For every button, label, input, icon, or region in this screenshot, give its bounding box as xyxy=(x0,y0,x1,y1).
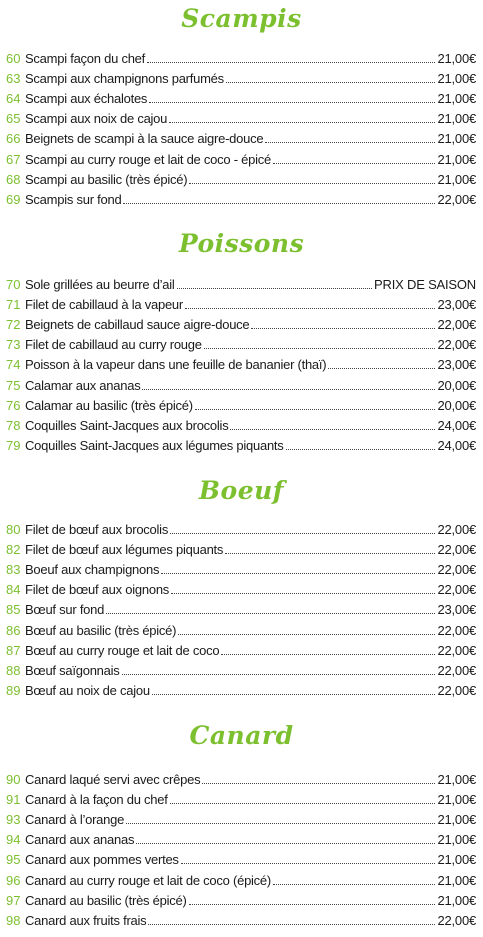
item-name: Beignets de scampi à la sauce aigre-douce xyxy=(25,131,264,147)
item-name: Bœuf saïgonnais xyxy=(25,662,120,678)
item-number: 68 xyxy=(6,171,21,187)
menu-item-row xyxy=(6,109,476,129)
item-number: 85 xyxy=(6,602,21,618)
dot-leader xyxy=(161,560,435,574)
item-number: 94 xyxy=(6,832,21,848)
item-number: 67 xyxy=(6,151,21,167)
dot-leader xyxy=(189,891,436,905)
item-price: 22,00€ xyxy=(437,682,476,698)
item-price: 21,00€ xyxy=(437,832,476,848)
menu-item-row xyxy=(6,396,476,416)
dot-leader xyxy=(170,790,436,804)
menu-item-row xyxy=(6,335,476,355)
section-title-canard: Canard xyxy=(189,721,294,750)
item-name: Filet de bœuf aux brocolis xyxy=(25,522,169,537)
item-name: Canard aux ananas xyxy=(25,832,135,848)
item-price: 21,00€ xyxy=(437,852,476,868)
item-price: 23,00€ xyxy=(437,357,476,373)
item-price: 22,00€ xyxy=(437,317,476,333)
item-name: Canard aux fruits frais xyxy=(25,912,147,928)
dot-leader xyxy=(126,810,435,824)
item-name: Canard laqué servi avec crêpes xyxy=(25,772,201,787)
menu-item-row xyxy=(6,871,476,891)
menu-item-row xyxy=(6,540,476,560)
section-title-boeuf: Boeuf xyxy=(198,476,285,505)
item-name: Calamar au basilic (très épicé) xyxy=(25,397,193,413)
item-name: Scampis sur fond xyxy=(25,191,122,207)
item-name: Bœuf sur fond xyxy=(25,602,105,618)
menu-item-row xyxy=(6,275,476,295)
dot-leader xyxy=(178,621,435,635)
menu-item-row xyxy=(6,190,476,210)
dot-leader xyxy=(251,315,435,329)
item-name: Filet de bœuf aux légumes piquants xyxy=(25,542,224,558)
dot-leader xyxy=(171,580,435,594)
menu-item-row xyxy=(6,830,476,850)
item-name: Scampi aux échalotes xyxy=(25,91,148,107)
item-number: 73 xyxy=(6,337,21,353)
item-name: Boeuf aux champignons xyxy=(25,562,160,578)
dot-leader xyxy=(328,355,435,369)
item-price: 21,00€ xyxy=(437,91,476,107)
dot-leader xyxy=(106,600,435,614)
item-price: 24,00€ xyxy=(437,437,476,453)
item-name: Sole grillées au beurre d’ail xyxy=(25,277,175,292)
menu-item-row xyxy=(6,810,476,830)
item-price: 22,00€ xyxy=(437,522,476,537)
dot-leader xyxy=(149,89,435,103)
item-number: 86 xyxy=(6,622,21,638)
item-price: 21,00€ xyxy=(437,872,476,888)
item-name: Scampi aux noix de cajou xyxy=(25,111,168,127)
dot-leader xyxy=(148,911,435,925)
menu-item-row xyxy=(6,520,476,540)
item-name: Filet de cabillaud au curry rouge xyxy=(25,337,202,353)
item-name: Scampi façon du chef xyxy=(25,51,146,66)
item-price: 21,00€ xyxy=(437,151,476,167)
menu-item-row xyxy=(6,600,476,620)
dot-leader xyxy=(185,295,435,309)
item-price: 21,00€ xyxy=(437,131,476,147)
item-price: 22,00€ xyxy=(437,582,476,598)
item-name: Beignets de cabillaud sauce aigre-douce xyxy=(25,317,250,333)
menu-item-row xyxy=(6,416,476,436)
dot-leader xyxy=(169,109,435,123)
dot-leader xyxy=(189,170,435,184)
item-number: 89 xyxy=(6,682,21,698)
menu-item-row xyxy=(6,850,476,870)
item-name: Bœuf au basilic (très épicé) xyxy=(25,622,177,638)
item-price: 21,00€ xyxy=(437,51,476,66)
item-number: 78 xyxy=(6,417,21,433)
menu-item-row xyxy=(6,69,476,89)
dot-leader xyxy=(177,275,372,289)
item-name: Canard au basilic (très épicé) xyxy=(25,892,187,908)
menu-item-row xyxy=(6,376,476,396)
item-price: 24,00€ xyxy=(437,417,476,433)
item-number: 82 xyxy=(6,542,21,558)
menu-item-row xyxy=(6,560,476,580)
menu-item-row xyxy=(6,790,476,810)
menu-item-row xyxy=(6,355,476,375)
item-name: Canard aux pommes vertes xyxy=(25,852,179,868)
section-title-poissons: Poissons xyxy=(178,229,305,258)
item-number: 76 xyxy=(6,397,21,413)
item-name: Bœuf au curry rouge et lait de coco xyxy=(25,642,220,658)
item-price: 22,00€ xyxy=(437,337,476,353)
menu-item-row xyxy=(6,681,476,701)
item-number: 70 xyxy=(6,277,21,292)
dot-leader xyxy=(226,69,436,83)
item-name: Bœuf au noix de cajou xyxy=(25,682,150,698)
item-number: 83 xyxy=(6,562,21,578)
item-price: 21,00€ xyxy=(437,772,476,787)
item-price: 21,00€ xyxy=(437,892,476,908)
dot-leader xyxy=(286,436,436,450)
item-number: 90 xyxy=(6,772,21,787)
menu-item-row xyxy=(6,621,476,641)
item-number: 97 xyxy=(6,892,21,908)
item-price: 21,00€ xyxy=(437,171,476,187)
item-number: 74 xyxy=(6,357,21,373)
item-name: Filet de bœuf aux oignons xyxy=(25,582,170,598)
item-name: Canard au curry rouge et lait de coco (épicé) xyxy=(25,872,271,888)
item-price: 22,00€ xyxy=(437,662,476,678)
dot-leader xyxy=(273,150,435,164)
dot-leader xyxy=(122,661,436,675)
item-number: 98 xyxy=(6,912,21,928)
item-price: 20,00€ xyxy=(437,397,476,413)
section-title-scampis: Scampis xyxy=(181,4,302,33)
menu-item-row xyxy=(6,315,476,335)
menu-item-row xyxy=(6,911,476,931)
item-price: 22,00€ xyxy=(437,562,476,578)
dot-leader xyxy=(152,681,436,695)
dot-leader xyxy=(181,850,436,864)
dot-leader xyxy=(202,770,435,784)
dot-leader xyxy=(273,871,435,885)
item-number: 64 xyxy=(6,91,21,107)
menu-item-row xyxy=(6,170,476,190)
item-number: 71 xyxy=(6,297,21,313)
menu-item-row xyxy=(6,891,476,911)
item-price: 21,00€ xyxy=(437,71,476,87)
item-number: 60 xyxy=(6,51,21,66)
item-number: 91 xyxy=(6,792,21,808)
item-number: 72 xyxy=(6,317,21,333)
item-price: PRIX DE SAISON xyxy=(374,277,476,292)
item-price: 21,00€ xyxy=(437,792,476,808)
dot-leader xyxy=(204,335,436,349)
item-price: 21,00€ xyxy=(437,111,476,127)
item-price: 22,00€ xyxy=(437,642,476,658)
item-price: 22,00€ xyxy=(437,912,476,928)
dot-leader xyxy=(147,49,435,63)
item-price: 21,00€ xyxy=(437,812,476,828)
menu-item-row xyxy=(6,295,476,315)
dot-leader xyxy=(221,641,435,655)
item-number: 84 xyxy=(6,582,21,598)
item-price: 23,00€ xyxy=(437,602,476,618)
dot-leader xyxy=(265,129,435,143)
item-number: 63 xyxy=(6,71,21,87)
item-name: Scampi au curry rouge et lait de coco - épicé xyxy=(25,151,271,167)
menu-item-row xyxy=(6,129,476,149)
dot-leader xyxy=(195,396,436,410)
item-price: 22,00€ xyxy=(437,542,476,558)
item-name: Filet de cabillaud à la vapeur xyxy=(25,297,183,313)
item-name: Coquilles Saint-Jacques aux légumes piquants xyxy=(25,437,284,453)
dot-leader xyxy=(136,830,435,844)
item-number: 93 xyxy=(6,812,21,828)
item-name: Poisson à la vapeur dans une feuille de bananier (thaï) xyxy=(25,357,327,373)
item-name: Canard à l’orange xyxy=(25,812,125,828)
dot-leader xyxy=(230,416,435,430)
item-name: Coquilles Saint-Jacques aux brocolis xyxy=(25,417,229,433)
item-number: 66 xyxy=(6,131,21,147)
item-number: 87 xyxy=(6,642,21,658)
dot-leader xyxy=(170,520,435,534)
item-price: 23,00€ xyxy=(437,297,476,313)
item-number: 79 xyxy=(6,437,21,453)
menu-item-row xyxy=(6,580,476,600)
item-number: 95 xyxy=(6,852,21,868)
menu-item-row xyxy=(6,150,476,170)
item-name: Canard à la façon du chef xyxy=(25,792,168,808)
item-number: 69 xyxy=(6,191,21,207)
menu-item-row xyxy=(6,89,476,109)
menu-item-row xyxy=(6,661,476,681)
menu-item-row xyxy=(6,436,476,456)
item-price: 22,00€ xyxy=(437,191,476,207)
item-number: 80 xyxy=(6,522,21,537)
dot-leader xyxy=(142,376,435,390)
item-name: Scampi au basilic (très épicé) xyxy=(25,171,188,187)
item-number: 75 xyxy=(6,377,21,393)
menu-item-row xyxy=(6,641,476,661)
item-price: 22,00€ xyxy=(437,622,476,638)
item-number: 88 xyxy=(6,662,21,678)
item-number: 65 xyxy=(6,111,21,127)
item-number: 96 xyxy=(6,872,21,888)
item-price: 20,00€ xyxy=(437,377,476,393)
menu-item-row xyxy=(6,49,476,69)
item-name: Scampi aux champignons parfumés xyxy=(25,71,224,87)
dot-leader xyxy=(123,190,435,204)
menu-item-row xyxy=(6,770,476,790)
dot-leader xyxy=(225,540,435,554)
item-name: Calamar aux ananas xyxy=(25,377,141,393)
